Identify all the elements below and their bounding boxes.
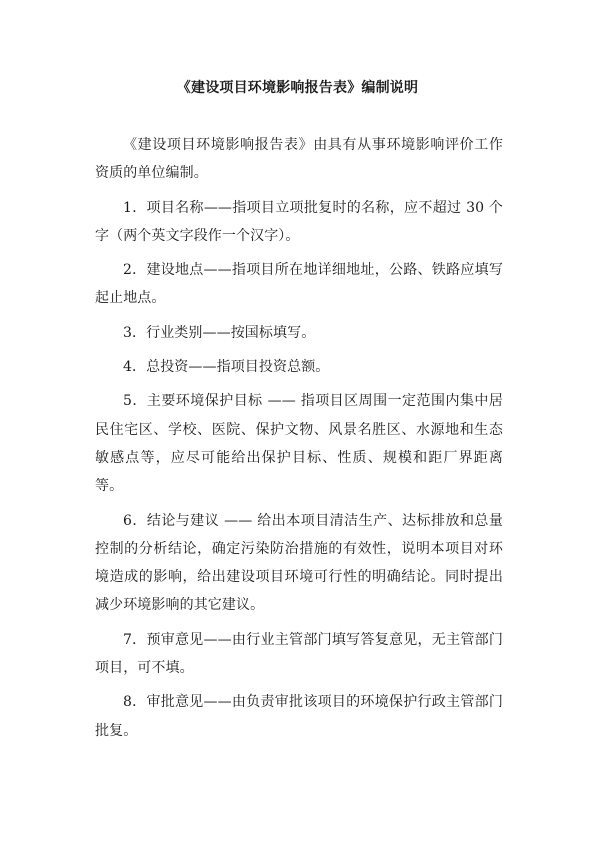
paragraph-intro: 《建设项目环境影响报告表》由具有从事环境影响评价工作资质的单位编制。 bbox=[95, 137, 503, 182]
document-body bbox=[95, 131, 503, 751]
document-title: 《建设项目环境影响报告表》编制说明 bbox=[176, 80, 419, 96]
paragraph-item-6: 6．结论与建议 —— 给出本项目清洁生产、达标排放和总量控制的分析结论，确定污染防治措施的有效性，说明本项目对环境造成的影响，给出建设项目环境可行性的明确结论。同时提出减少环境影响的其它建议。 bbox=[95, 512, 503, 614]
paragraph-item-8: 8．审批意见——由负责审批该项目的环境保护行政主管部门批复。 bbox=[95, 694, 503, 739]
paragraph-item-1: 1．项目名称——指项目立项批复时的名称，应不超过 30 个字（两个英文字段作一个汉字）。 bbox=[95, 199, 503, 244]
paragraph-item-4: 4．总投资——指项目投资总额。 bbox=[123, 359, 330, 376]
paragraph-item-2: 2．建设地点——指项目所在地详细地址，公路、铁路应填写起止地点。 bbox=[95, 262, 503, 307]
paragraph-item-7: 7．预审意见——由行业主管部门填写答复意见，无主管部门项目，可不填。 bbox=[95, 631, 503, 677]
paragraph-item-5: 5．主要环境保护目标 —— 指项目区周围一定范围内集中居民住宅区、学校、医院、保护文物、风景名胜区、水源地和生态敏感点等，应尽可能给出保护目标、性质、规模和距厂界距离等。 bbox=[95, 393, 503, 495]
paragraph-item-3: 3．行业类别——按国标填写。 bbox=[123, 324, 316, 341]
